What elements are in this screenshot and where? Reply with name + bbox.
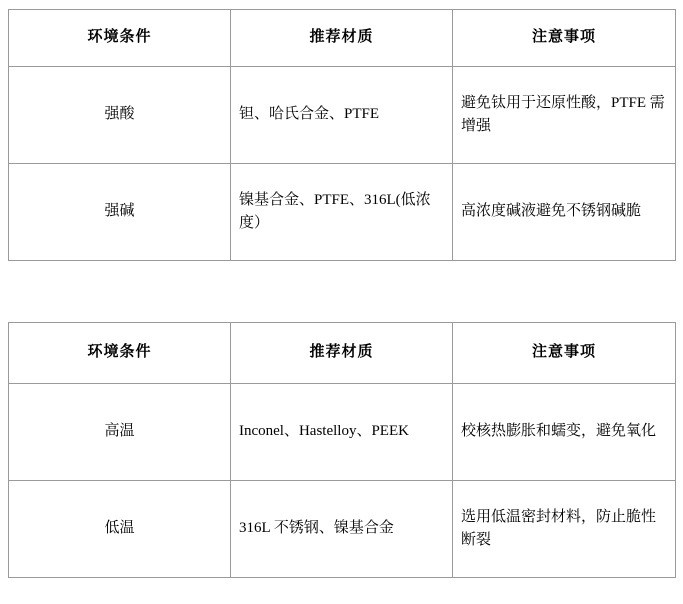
cell-condition: 强酸: [9, 67, 231, 164]
table-row: [9, 384, 676, 481]
cell-note: 选用低温密封材料，防止脆性断裂: [453, 481, 676, 578]
cell-material: 316L 不锈钢、镍基合金: [231, 481, 453, 578]
cell-material: 钽、哈氏合金、PTFE: [231, 67, 453, 164]
cell-condition: 低温: [9, 481, 231, 578]
table-row: [9, 481, 676, 578]
column-header-condition: 环境条件: [9, 10, 231, 67]
cell-note: 高浓度碱液避免不锈钢碱脆: [453, 164, 676, 261]
cell-note: 校核热膨胀和蠕变，避免氧化: [453, 384, 676, 481]
table-row: [9, 164, 676, 261]
column-header-material: 推荐材质: [231, 323, 453, 384]
table-chemical-environment: [8, 9, 676, 261]
table-header-row: [9, 10, 676, 67]
cell-material: 镍基合金、PTFE、316L(低浓度）: [231, 164, 453, 261]
table-row: [9, 67, 676, 164]
cell-material: Inconel、Hastelloy、PEEK: [231, 384, 453, 481]
cell-condition: 高温: [9, 384, 231, 481]
column-header-condition: 环境条件: [9, 323, 231, 384]
table-header-row: [9, 323, 676, 384]
column-header-notes: 注意事项: [453, 323, 676, 384]
cell-note: 避免钛用于还原性酸，PTFE 需增强: [453, 67, 676, 164]
column-header-material: 推荐材质: [231, 10, 453, 67]
cell-condition: 强碱: [9, 164, 231, 261]
column-header-notes: 注意事项: [453, 10, 676, 67]
table-temperature-environment: [8, 322, 676, 578]
